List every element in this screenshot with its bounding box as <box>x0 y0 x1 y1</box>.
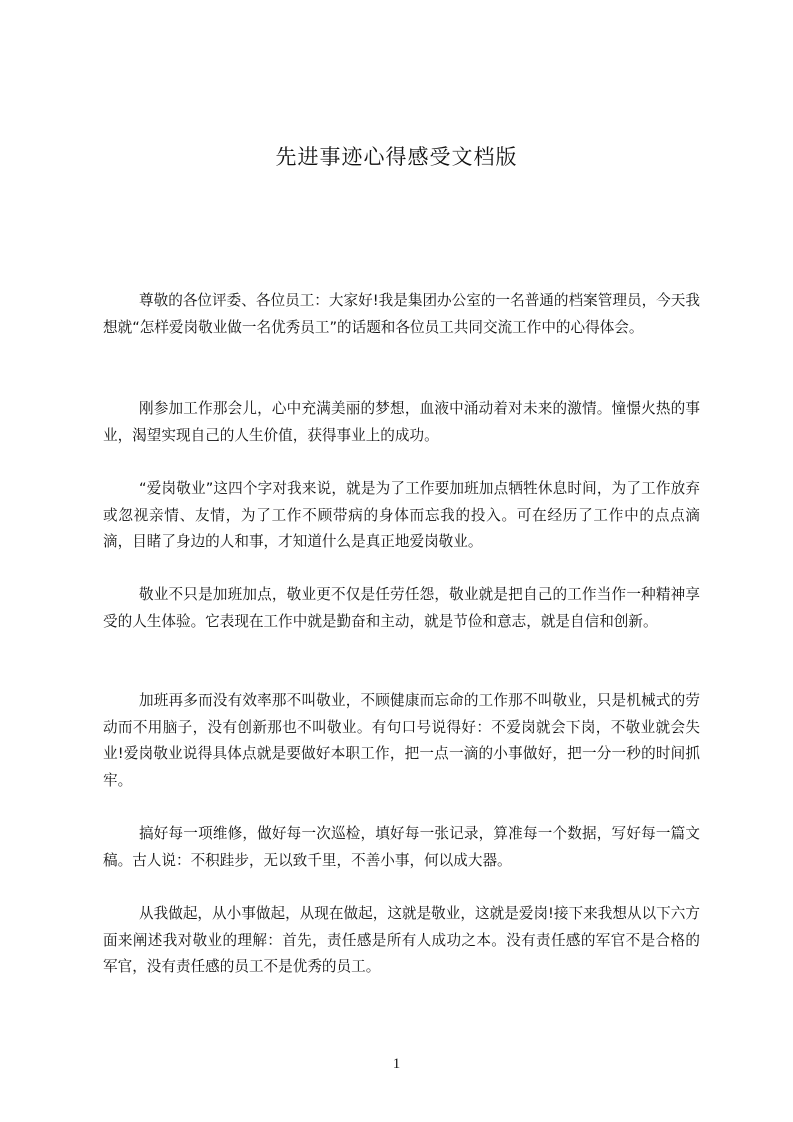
paragraph-greeting: 尊敬的各位评委、各位员工：大家好!我是集团办公室的一名普通的档案管理员，今天我想就“怎样爱岗敬业做一名优秀员工”的话题和各位员工共同交流工作中的心得体会。 <box>103 292 700 336</box>
document-title: 先进事迹心得感受文档版 <box>275 145 518 169</box>
paragraph-small-things: 搞好每一项维修，做好每一次巡检，填好每一张记录，算准每一个数据，写好每一篇文稿。古人说：不积跬步，无以致千里，不善小事，何以成大器。 <box>103 825 700 869</box>
paragraph-early-career: 刚参加工作那会儿，心中充满美丽的梦想，血液中涌动着对未来的激情。憧憬火热的事业，渴望实现自己的人生价值，获得事业上的成功。 <box>103 400 700 444</box>
paragraph-responsibility: 从我做起，从小事做起，从现在做起，这就是敬业，这就是爱岗!接下来我想从以下六方面来阐述我对敬业的理解：首先，责任感是所有人成功之本。没有责任感的军官不是合格的军官，没有责任感的员工不是优秀的员工。 <box>103 905 700 976</box>
page-number: 1 <box>392 1056 401 1072</box>
paragraph-dedication-meaning: “爱岗敬业”这四个字对我来说，就是为了工作要加班加点牺牲休息时间，为了工作放弃或忽视亲情、友情，为了工作不顾带病的身体而忘我的投入。可在经历了工作中的点点滴滴，目睹了身边的人和事，才知道什么是真正地爱岗敬业。 <box>103 480 700 551</box>
paragraph-dedication-definition: 敬业不只是加班加点，敬业更不仅是任劳任怨，敬业就是把自己的工作当作一种精神享受的人生体验。它表现在工作中就是勤奋和主动，就是节俭和意志，就是自信和创新。 <box>103 586 700 630</box>
paragraph-efficiency: 加班再多而没有效率那不叫敬业，不顾健康而忘命的工作那不叫敬业，只是机械式的劳动而不用脑子，没有创新那也不叫敬业。有句口号说得好：不爱岗就会下岗，不敬业就会失业!爱岗敬业说得具体点就是要做好本职工作，把一点一滴的小事做好，把一分一秒的时间抓牢。 <box>103 692 700 789</box>
